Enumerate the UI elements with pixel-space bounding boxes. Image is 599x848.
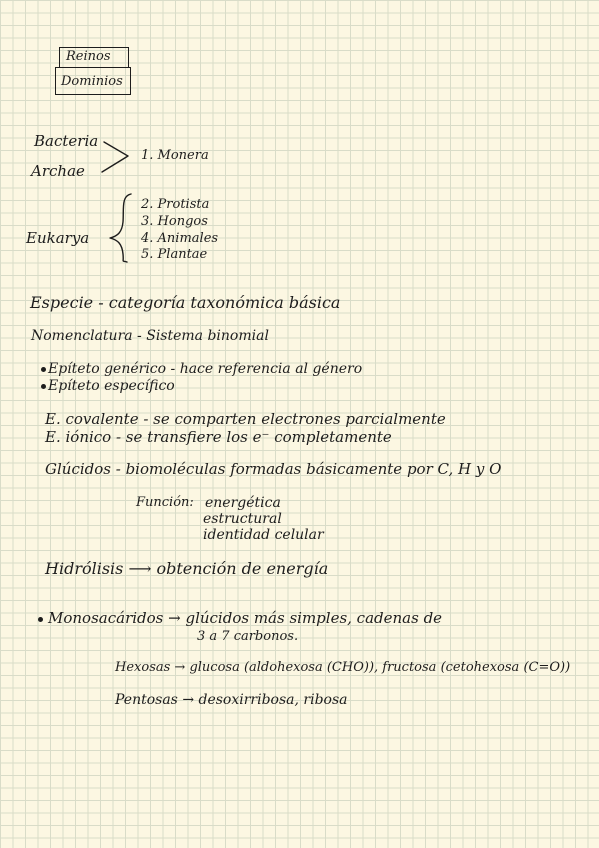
kingdom-hongos: 3. Hongos bbox=[141, 214, 208, 229]
monosacaridos-continuation: 3 a 7 carbonos. bbox=[197, 629, 299, 644]
enlace-ionico-line: E. iónico - se transfiere los e⁻ completamente bbox=[45, 428, 392, 446]
dominios-label: Dominios bbox=[61, 74, 123, 89]
glucidos-line: Glúcidos - biomoléculas formadas básicamente por C, H y O bbox=[45, 460, 502, 478]
kingdom-protista: 2. Protista bbox=[141, 197, 210, 212]
funcion-label: Función: bbox=[136, 495, 194, 510]
enlace-covalente-line: E. covalente - se comparten electrones parcialmente bbox=[45, 410, 446, 428]
epiteto-especifico-line: Epíteto específico bbox=[48, 378, 175, 394]
bacteria-label: Bacteria bbox=[34, 132, 99, 150]
bullet bbox=[41, 367, 46, 372]
funcion-estructural: estructural bbox=[203, 511, 282, 527]
hexosas-line: Hexosas → glucosa (aldohexosa (CHO)), fructosa (cetohexosa (C=O)) bbox=[115, 660, 571, 675]
monera-label: 1. Monera bbox=[141, 148, 209, 163]
epiteto-generico-line: Epíteto genérico - hace referencia al género bbox=[48, 361, 363, 377]
monosacaridos-line: Monosacáridos → glúcidos más simples, cadenas de bbox=[48, 609, 443, 627]
funcion-energetica: energética bbox=[205, 495, 281, 511]
eukarya-label: Eukarya bbox=[26, 229, 90, 247]
eukarya-brace bbox=[110, 194, 131, 262]
bullet bbox=[41, 384, 46, 389]
bullet bbox=[38, 617, 43, 622]
especie-line: Especie - categoría taxonómica básica bbox=[30, 293, 341, 312]
funcion-identidad-celular: identidad celular bbox=[203, 527, 324, 543]
reinos-label: Reinos bbox=[66, 49, 111, 64]
kingdom-animales: 4. Animales bbox=[141, 231, 219, 246]
pentosas-line: Pentosas → desoxirribosa, ribosa bbox=[115, 692, 348, 708]
monera-chevron bbox=[102, 142, 128, 172]
kingdom-plantae: 5. Plantae bbox=[141, 247, 208, 262]
nomenclatura-line: Nomenclatura - Sistema binomial bbox=[31, 328, 269, 344]
hidrolisis-line: Hidrólisis ⟶ obtención de energía bbox=[45, 559, 329, 578]
archae-label: Archae bbox=[31, 162, 85, 180]
